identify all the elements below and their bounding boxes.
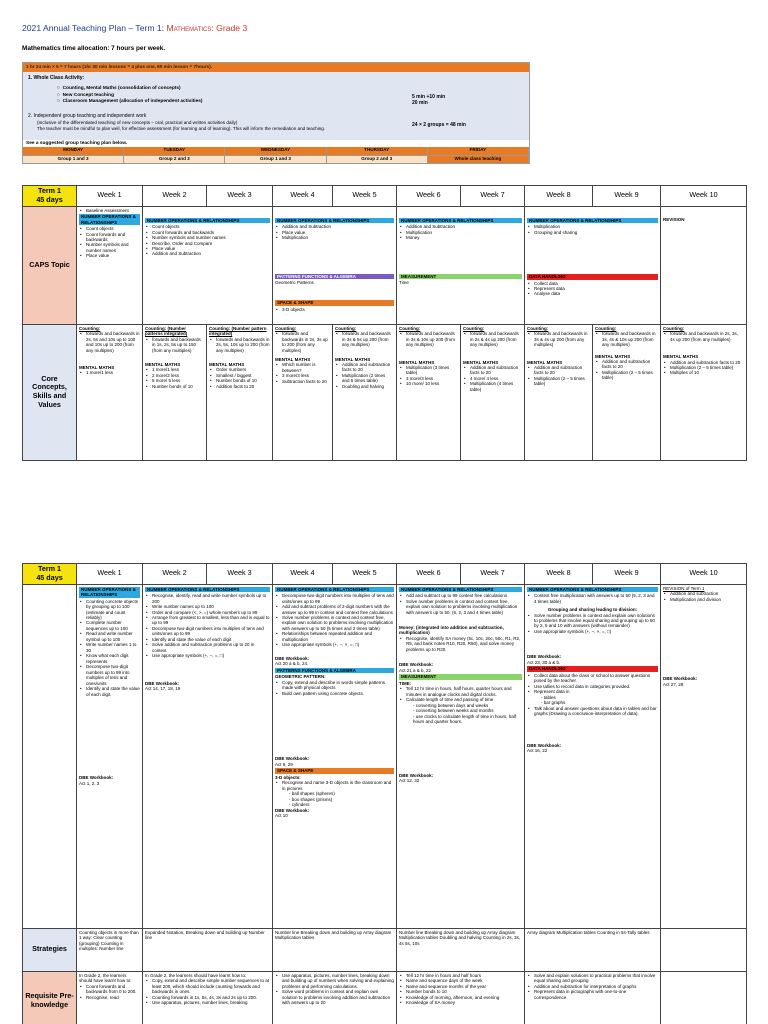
core-w6: Counting: • forwards and backwards in 3s & 10s up 200 (from any multiples) MENTAL MATHS • Multiplication (3 times table) • 3 more/3 less • 10 more/ 10 less [397,324,461,460]
core-w5: Counting: • forwards and backwards in 3s & 5s up 200 (from any multiples) MENTAL MATHS • Addition and subtraction facts to 20 • Multiplication (2 times and 5 times table) • Doubling and halving [333,324,397,460]
allocation-box [22,62,530,164]
allocation-bar: 1 hr 24 min × 5 = 7 hours (1hr 30 min lessons = 4 plus one, 60 min lesson = 7hours). [23,63,529,72]
core-w8: Counting: • forwards and backwards in 3s & 4s up 200 (from any multiples) MENTAL MATHS • Addition and subtraction facts to 20 • Multiplication (2 – 5 times table) [525,324,593,460]
caps-topic-label: CAPS Topic [23,206,77,324]
title-prefix: 2021 Annual Teaching Plan – Term 1: [22,23,167,33]
content-w10: REVISION of Term 1 • Addition and subtraction • Multiplication and division DBE Workbook: Act 27, 28 [661,584,747,928]
core-w3: Counting: (Number pattern integrated) • forwards and backwards in 2s, 5s, 10s up to 200 (from any multiples) MENTAL MATHS • Order numbers • Smallest / biggest • Number bonds of 10 • Addition facts to 20 [207,324,273,460]
caps-w8-9: NUMBER OPERATIONS & RELATIONSHIPS • Multiplication • Grouping and sharing DATA HANDLING • Collect data • Represent data • Analyse data [525,206,661,324]
week-header-row [23,564,747,585]
group-teaching-item: 2. Independent group teaching and independent work [28,113,147,119]
content-label [23,584,77,928]
term-cell: Term 1 45 days [23,564,77,585]
req-w8-9: • Solve and explain solutions to practical problems that involve equal sharing and grouping • Addition and subtraction for interpretation of graphs • Represent data in pictographs with one-to-one correspondence [525,971,661,1024]
week-5-header: Week 5 [333,564,397,585]
caps-w10: REVISION [661,206,747,324]
strategies-w10 [661,928,747,971]
caps-topic-row [23,206,747,324]
group-cell: Whole class teaching [428,155,529,163]
strategies-row [23,928,747,971]
day-tuesday: TUESDAY [124,147,225,155]
week-8-header: Week 8 [525,186,593,207]
week-3-header: Week 3 [207,564,273,585]
week-7-header: Week 7 [461,186,525,207]
req-w1: In Grade 2, the learners should have learnt how to: • Count forwards and backwards from 0 to 200. • Recognise, read [77,971,143,1024]
week-2-header: Week 2 [143,564,207,585]
week-8-header: Week 8 [525,564,593,585]
core-w2: Counting: (Number patterns integrated) • forwards and backwards in 1s, 2s, 5s up to 150 (from any multiples) MENTAL MATHS • 1 more/1 less • 2 more/2 less • 5 more/ 5 less • Number bonds of 10 [143,324,207,460]
week-4-header: Week 4 [273,186,333,207]
week-3-header: Week 3 [207,186,273,207]
core-concepts-label: Core Concepts, Skills and Values [23,324,77,460]
sub-item: ○ Counting, Mental Maths (consolidation of concepts) [57,86,181,91]
week-2-header: Week 2 [143,186,207,207]
content-w4-5: NUMBER OPERATIONS & RELATIONSHIPS • Decompose two-digit numbers into multiples of tens and units/ones up to 99 • Add and subtract problems of 2-digit numbers with the answer up to 99 in context and context free calculations • Solve number problems in context and context free, explain own solution to problems involving multiplication with answers up to 50 (5 times and 2 times table) • Relationships between repeated addition and multiplication • Use appropriate symbols (+, −, ×, =, □) DBE Workbook: Act 20 a & b, 24. PATTERNS FUNCTIONS & ALGEBRA GEOMETRIC PATTERN: • Copy, extend and describe in words simple patterns made with physical objects • Build own pattern using concrete objects. DBE Workbook: Act 9, 29 SPACE & SHAPE 3-D objects: • Recognise and name 3-D objects in the classroom and in pictures - ball shapes (spheres) - box shapes (prisms) - cylinders DBE Workbook: Act 10 [273,584,397,928]
content-w6-7: NUMBER OPERATIONS & RELATIONSHIPS • Add and subtract up to 99 context free calculations • Solve number problems in context and context free, explain own solution to problems involving multiplication with answers up to 50. (5, 2, 3 and 4 times table) Money: (integrated into addition and subtraction, multiplication) • Recognise, identify SA money (5c, 10c, 20c, 50c, R1, R2, R5, and bank notes R10, R20, R50), and solve money problems up to R20. DBE Workbook: Act 21 a & b, 22 MEASUREMENT TIME: • Tell 12 hr time in hours, half hours, quarter hours and minutes in analogue clocks and digital clocks. • Calculate length of time and passing of time - converting between days and weeks - converting between weeks and months - use clocks to calculate length of time in hours, half hours and quarter hours. DBE Workbook: Act 12, 32 [397,584,525,928]
group-teaching-notes: (Inclusive of the differentiated teaching of new concepts – oral, practical and written activities daily) The teacher must be mindful to plan well, for effective assessment (for learning and of learning). This will inform the remediation and teaching. [37,120,326,131]
group-cell: Group 1 and 3 [23,155,124,163]
day-monday: MONDAY [23,147,124,155]
group-cell: Group 2 and 3 [327,155,428,163]
strategies-w8-9: Array diagram Multiplication tables Counting in 5s-Tally tables [525,928,661,971]
content-w2-3: NUMBER OPERATIONS & RELATIONSHIPS • Recognise, identify, read and write number symbols up to 200 • Write number names up to 100 • Order and compare (<, >, =) whole numbers up to 99 • Arrange from greatest to smallest, less than and is equal to up to 99 • Decompose two-digit numbers into multiples of tens and units/ones up to 99 • Identify and state the value of each digit • Solve addition and subtraction problems up to 20 in context • Use appropriate symbols (+, −, =, □) DBE Workbook: Act 14, 17, 18, 19 [143,584,273,928]
caps-w1: • Baseline Assessment NUMBER OPERATIONS & RELATIONSHIPS • Count objects • Count forwards and backwards • Number symbols and number names • Place value [77,206,143,324]
requisite-row [23,971,747,1024]
term-cell: Term 1 45 days [23,186,77,207]
caps-w2-3: NUMBER OPERATIONS & RELATIONSHIPS • Count objects • Count forwards and backwards • Number symbols and number names • Describe, Order and Compare • Place value • Addition and Subtraction [143,206,273,324]
core-w9: Counting: • forwards and backwards in 3s, 4s & 10s up 200 (from any multiples) MENTAL MATHS • Addition and subtraction facts to 20 • Multiplication (2 – 5 times table) [593,324,661,460]
core-w1: Counting: • forwards and backwards in 2s, 5s and 10s up to 100 and 10s up to 200 (from any multiples) MENTAL MATHS • 1 more/1 less [77,324,143,460]
whole-class-sublist [57,86,203,106]
week-6-header: Week 6 [397,564,461,585]
strategies-w4-5: Number line Breaking down and building up Array diagram Multiplication tables [273,928,397,971]
week-1-header: Week 1 [77,564,143,585]
week-1-header: Week 1 [77,186,143,207]
suggest-text: See a suggested group teaching plan below. [23,140,529,147]
strategies-w6-7: Number line Breaking down and building up Array diagram Multiplication tables Doubling and halving Counting in 2s, 3s, 4s 5s, 10s [397,928,525,971]
time-allocation: Mathematics time allocation: 7 hours per week. [22,45,166,52]
group-time: 24 × 2 groups = 48 min [412,122,466,128]
caps-w6-7: NUMBER OPERATIONS & RELATIONSHIPS • Addition and Subtraction • Multiplication • Money MEASUREMENT Time [397,206,525,324]
day-wednesday: WEDNESDAY [225,147,326,155]
week-7-header: Week 7 [461,564,525,585]
strategies-w2-3: Expanded Notation, Breaking down and building up Number line [143,928,273,971]
week-10-header: Week 10 [661,564,747,585]
core-w4: Counting: • forwards and backwards in 2s, 3s up to 200 (from any multiples) MENTAL MATHS • Which number is between? • 3 more/3 less • Subtraction facts to 20 [273,324,333,460]
overview-table [22,185,747,461]
core-w10: Counting: • forwards and backwards in 2s, 3s, 4s up 200 (from any multiples) MENTAL MATHS • Addition and subtraction facts to 20 • Multiplication (2 – 5 times table) • Multiples of 10 [661,324,747,460]
sub-item: ○ New Concept teaching [57,92,115,98]
allocation-body [23,72,529,140]
week-6-header: Week 6 [397,186,461,207]
content-w1: NUMBER OPERATIONS & RELATIONSHIPS • Counting concrete objects by grouping up to 100 (estimate and count reliably) • Complete number sequences up to 100 • Read and write number symbol up to 100 • Write number names 1 to 30 • Know what each digit represents • Decompose two-digit numbers up to 99 into multiples of tens and ones/units • Identify and state the value of each digit. DBE Workbook: Act 1, 2, 3 [77,584,143,928]
week-5-header: Week 5 [333,186,397,207]
days-header [23,147,529,155]
core-concepts-row [23,324,747,460]
core-w7: Counting: • forwards and backwards in 2s & 4s up 200 (from any multiples) MENTAL MATHS • Addition and subtraction facts to 20 • 4 more/ 4 less • Multiplication (4 times table) [461,324,525,460]
day-friday: FRIDAY [428,147,529,155]
week-10-header: Week 10 [661,186,747,207]
requisite-label: Requisite Pre-knowledge [23,971,77,1024]
week-header-row [23,186,747,207]
week-4-header: Week 4 [273,564,333,585]
req-w2-3: In Grade 2, the learners should have learnt how to: • Copy, extend and describe simple number sequences to at least 200, which should include counting forwards and backwards in ones. • Counting forwards in 1s, 5s, 4s, 3s and 2s up to 200. • Use apparatus, pictures, number lines, breaking [143,971,273,1024]
caps-w4-5: NUMBER OPERATIONS & RELATIONSHIPS • Addition and Subtraction • Place value • Multiplication PATTERNS FUNCTIONS & ALGEBRA Geometric Patterns SPACE & SHAPE • 3-D objects [273,206,397,324]
content-row [23,584,747,928]
page-title [22,23,247,33]
groups-row [23,155,529,163]
week-9-header: Week 9 [593,564,661,585]
title-grade: : Grade 3 [211,23,248,33]
req-w4-5: • Use apparatus, pictures, number lines, breaking down and building up of numbers when solving and explaining problems and performing calculations. • Solve word problems in context and explain own solution to problems involving addition and subtraction with answers up to 20 [273,971,397,1024]
req-w10 [661,971,747,1024]
week-9-header: Week 9 [593,186,661,207]
detail-table [22,563,747,1024]
sub-item: ○ Classroom Management (allocation of independent activities) [57,99,203,105]
strategies-w1: Counting objects in more than 1 way: Clear counting (grouping) Counting in multiples: Number line [77,928,143,971]
content-w8-9: NUMBER OPERATIONS & RELATIONSHIPS • Context free multiplication with answers up to 50 (5, 2, 3 and 4 times table) Grouping and sharing leading to division: • Solve number problems in context and explain own solutions to problems that involve equal sharing and grouping up to 50 by 2, 5 and 10 with answers (without remainder) • Use appropriate symbols (+, −, ×, =, □) DBE Workbook: Act 23, 30 a & b. DATA HANDLING • Collect data about the class or school to answer questions posed by the teacher. • Use tallies to record data in categories provided. • Represent data in - tables - bar graphs • Talk about and answer questions about data in tables and bar graphs (Drawing a conclusion-interpretation of data). DBE Workbook: Act 16, 22 [525,584,661,928]
group-cell: Group 2 and 3 [124,155,225,163]
whole-class-times: 5 min +10 min 20 min [412,94,446,107]
title-subject: Mathematics [166,23,212,33]
day-thursday: THURSDAY [327,147,428,155]
strategies-label: Strategies [23,928,77,971]
group-cell: Group 1 and 3 [225,155,326,163]
whole-class-item: 1. Whole Class Activity: [28,75,85,81]
req-w6-7: • Tell 12 hr time in hours and half hours • Name and sequence days of the week • Name and sequence months of the year • Number bonds to 10 • Knowledge of morning, afternoon, and evening • Knowledge of SA money [397,971,525,1024]
